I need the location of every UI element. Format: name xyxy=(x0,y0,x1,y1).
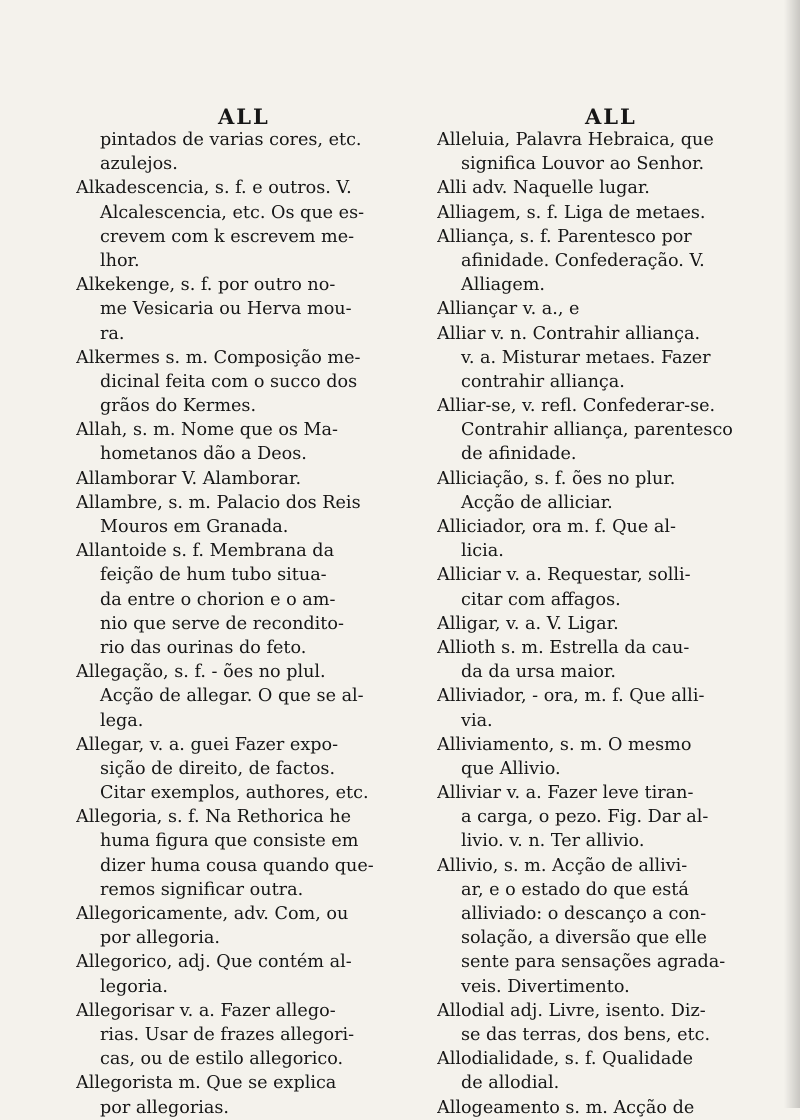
entry-continuation-line: afinidade. Confederação. V. xyxy=(461,250,705,271)
entry-continuation-line: que Allivio. xyxy=(461,758,561,779)
entry-headword-line: Alliciador, ora m. f. Que al- xyxy=(437,517,676,537)
entry-continuation-line: da da ursa maior. xyxy=(461,662,617,683)
entry-headword-line: Alliviador, - ora, m. f. Que alli- xyxy=(437,686,705,707)
entry-continuation-line: por allegorias. xyxy=(100,1097,230,1118)
page-edge-shadow xyxy=(784,0,800,1108)
entry-continuation-line: alliviado: o descanço a con- xyxy=(461,904,707,924)
right-column xyxy=(437,128,772,1120)
entry-continuation-line: hometanos dão a Deos. xyxy=(100,444,307,465)
entry-headword-line: Alkadescencia, s. f. e outros. V. xyxy=(76,178,352,199)
entry-headword-line: Allegorico, adj. Que contém al- xyxy=(76,952,352,973)
entry-continuation-line: huma figura que consiste em xyxy=(100,831,359,852)
entry-headword-line: Allegação, s. f. - ões no plul. xyxy=(76,662,326,683)
entry-continuation-line: contrahir alliança. xyxy=(461,371,625,392)
entry-continuation-line: se das terras, dos bens, etc. xyxy=(461,1024,711,1045)
entry-headword-line: Allah, s. m. Nome que os Ma- xyxy=(76,420,338,441)
entry-headword-line: Alliança, s. f. Parentesco por xyxy=(437,226,692,247)
entry-headword-line: Allegoria, s. f. Na Rethorica he xyxy=(76,807,352,828)
entry-continuation-line: por allegoria. xyxy=(100,928,220,949)
entry-headword-line: Allantoide s. f. Membrana da xyxy=(76,541,335,562)
entry-continuation-line: dizer huma cousa quando que- xyxy=(100,855,374,876)
entry-continuation-line: sição de direito, de factos. xyxy=(100,758,336,779)
entry-headword-line: Allambre, s. m. Palacio dos Reis xyxy=(76,492,361,513)
entry-continuation-line: Citar exemplos, authores, etc. xyxy=(100,783,369,804)
entry-continuation-line: v. a. Misturar metaes. Fazer xyxy=(461,347,711,368)
entry-continuation-line: nio que serve de recondito- xyxy=(100,613,344,634)
entry-continuation-line: me Vesicaria ou Herva mou- xyxy=(100,299,352,320)
entry-headword-line: Alliar v. n. Contrahir alliança. xyxy=(437,323,701,344)
entry-continuation-line: crevem com k escrevem me- xyxy=(100,226,355,247)
entry-headword-line: Allegorisar v. a. Fazer allego- xyxy=(76,1000,336,1021)
entry-continuation-line: solação, a diversão que elle xyxy=(461,928,707,949)
entry-headword-line: Alliançar v. a., e xyxy=(437,299,580,320)
entry-continuation-line: Acção de alliciar. xyxy=(461,492,613,513)
entry-continuation-line: rias. Usar de frazes allegori- xyxy=(100,1024,355,1045)
entry-headword-line: Allioth s. m. Estrella da cau- xyxy=(437,637,690,658)
entry-headword-line: Alliviar v. a. Fazer leve tiran- xyxy=(437,783,694,804)
entry-continuation-line: sente para sensações agrada- xyxy=(461,952,726,973)
entry-headword-line: Alliciar v. a. Requestar, solli- xyxy=(437,565,691,586)
entry-headword-line: Allegar, v. a. guei Fazer expo- xyxy=(76,734,339,755)
entry-headword-line: Alkekenge, s. f. por outro no- xyxy=(76,275,336,296)
entry-headword-line: Allivio, s. m. Acção de allivi- xyxy=(437,855,688,876)
entry-headword-line: Alleluia, Palavra Hebraica, que xyxy=(437,130,714,150)
entry-continuation-line: ra. xyxy=(100,323,125,344)
running-header-left: ALL xyxy=(218,104,270,129)
running-header-right: ALL xyxy=(585,104,637,129)
entry-headword-line: Alliagem, s. f. Liga de metaes. xyxy=(437,202,706,223)
entry-headword-line: Alliar-se, v. refl. Confederar-se. xyxy=(437,396,716,417)
entry-continuation-line: da entre o chorion e o am- xyxy=(100,589,336,610)
entry-continuation-line: Mouros em Granada. xyxy=(100,517,289,537)
entry-continuation-line: Contrahir alliança, parentesco xyxy=(461,420,733,441)
entry-continuation-line: pintados de varias cores, etc. xyxy=(100,130,362,150)
entry-continuation-line: cas, ou de estilo allegorico. xyxy=(100,1049,344,1070)
entry-headword-line: Allogeamento s. m. Acção de xyxy=(437,1097,695,1118)
entry-continuation-line: grãos do Kermes. xyxy=(100,396,257,417)
entry-continuation-line: lhor. xyxy=(100,250,140,271)
entry-continuation-line: via. xyxy=(461,710,493,731)
left-column xyxy=(76,128,414,1120)
entry-headword-line: Allegoricamente, adv. Com, ou xyxy=(76,904,349,924)
entry-headword-line: Alli adv. Naquelle lugar. xyxy=(437,178,650,199)
entry-headword-line: Allodialidade, s. f. Qualidade xyxy=(437,1049,694,1070)
entry-continuation-line: legoria. xyxy=(100,976,169,997)
entry-continuation-line: significa Louvor ao Senhor. xyxy=(461,154,705,175)
entry-headword-line: Alkermes s. m. Composição me- xyxy=(76,347,361,368)
entry-continuation-line: licia. xyxy=(461,541,504,562)
entry-continuation-line: de afinidade. xyxy=(461,444,577,465)
entry-continuation-line: feição de hum tubo situa- xyxy=(100,565,327,586)
entry-headword-line: Alliviamento, s. m. O mesmo xyxy=(437,734,692,755)
entry-continuation-line: Acção de allegar. O que se al- xyxy=(100,686,364,707)
entry-continuation-line: azulejos. xyxy=(100,154,178,175)
entry-continuation-line: lega. xyxy=(100,710,144,731)
entry-continuation-line: livio. v. n. Ter allivio. xyxy=(461,831,645,852)
entry-headword-line: Allamborar V. Alamborar. xyxy=(76,468,302,489)
entry-headword-line: Allegorista m. Que se explica xyxy=(76,1073,337,1094)
entry-continuation-line: veis. Divertimento. xyxy=(461,976,630,997)
entry-continuation-line: rio das ourinas do feto. xyxy=(100,637,307,658)
entry-continuation-line: a carga, o pezo. Fig. Dar al- xyxy=(461,807,709,828)
entry-continuation-line: Alliagem. xyxy=(461,275,546,296)
entry-continuation-line: remos significar outra. xyxy=(100,879,304,900)
entry-continuation-line: ar, e o estado do que está xyxy=(461,879,689,900)
entry-continuation-line: Alcalescencia, etc. Os que es- xyxy=(100,202,365,223)
entry-continuation-line: citar com affagos. xyxy=(461,589,621,610)
entry-headword-line: Alligar, v. a. V. Ligar. xyxy=(437,613,619,634)
entry-headword-line: Allodial adj. Livre, isento. Diz- xyxy=(437,1000,706,1021)
entry-headword-line: Alliciação, s. f. ões no plur. xyxy=(437,468,676,489)
entry-continuation-line: de allodial. xyxy=(461,1073,560,1094)
entry-continuation-line: dicinal feita com o succo dos xyxy=(100,371,358,392)
